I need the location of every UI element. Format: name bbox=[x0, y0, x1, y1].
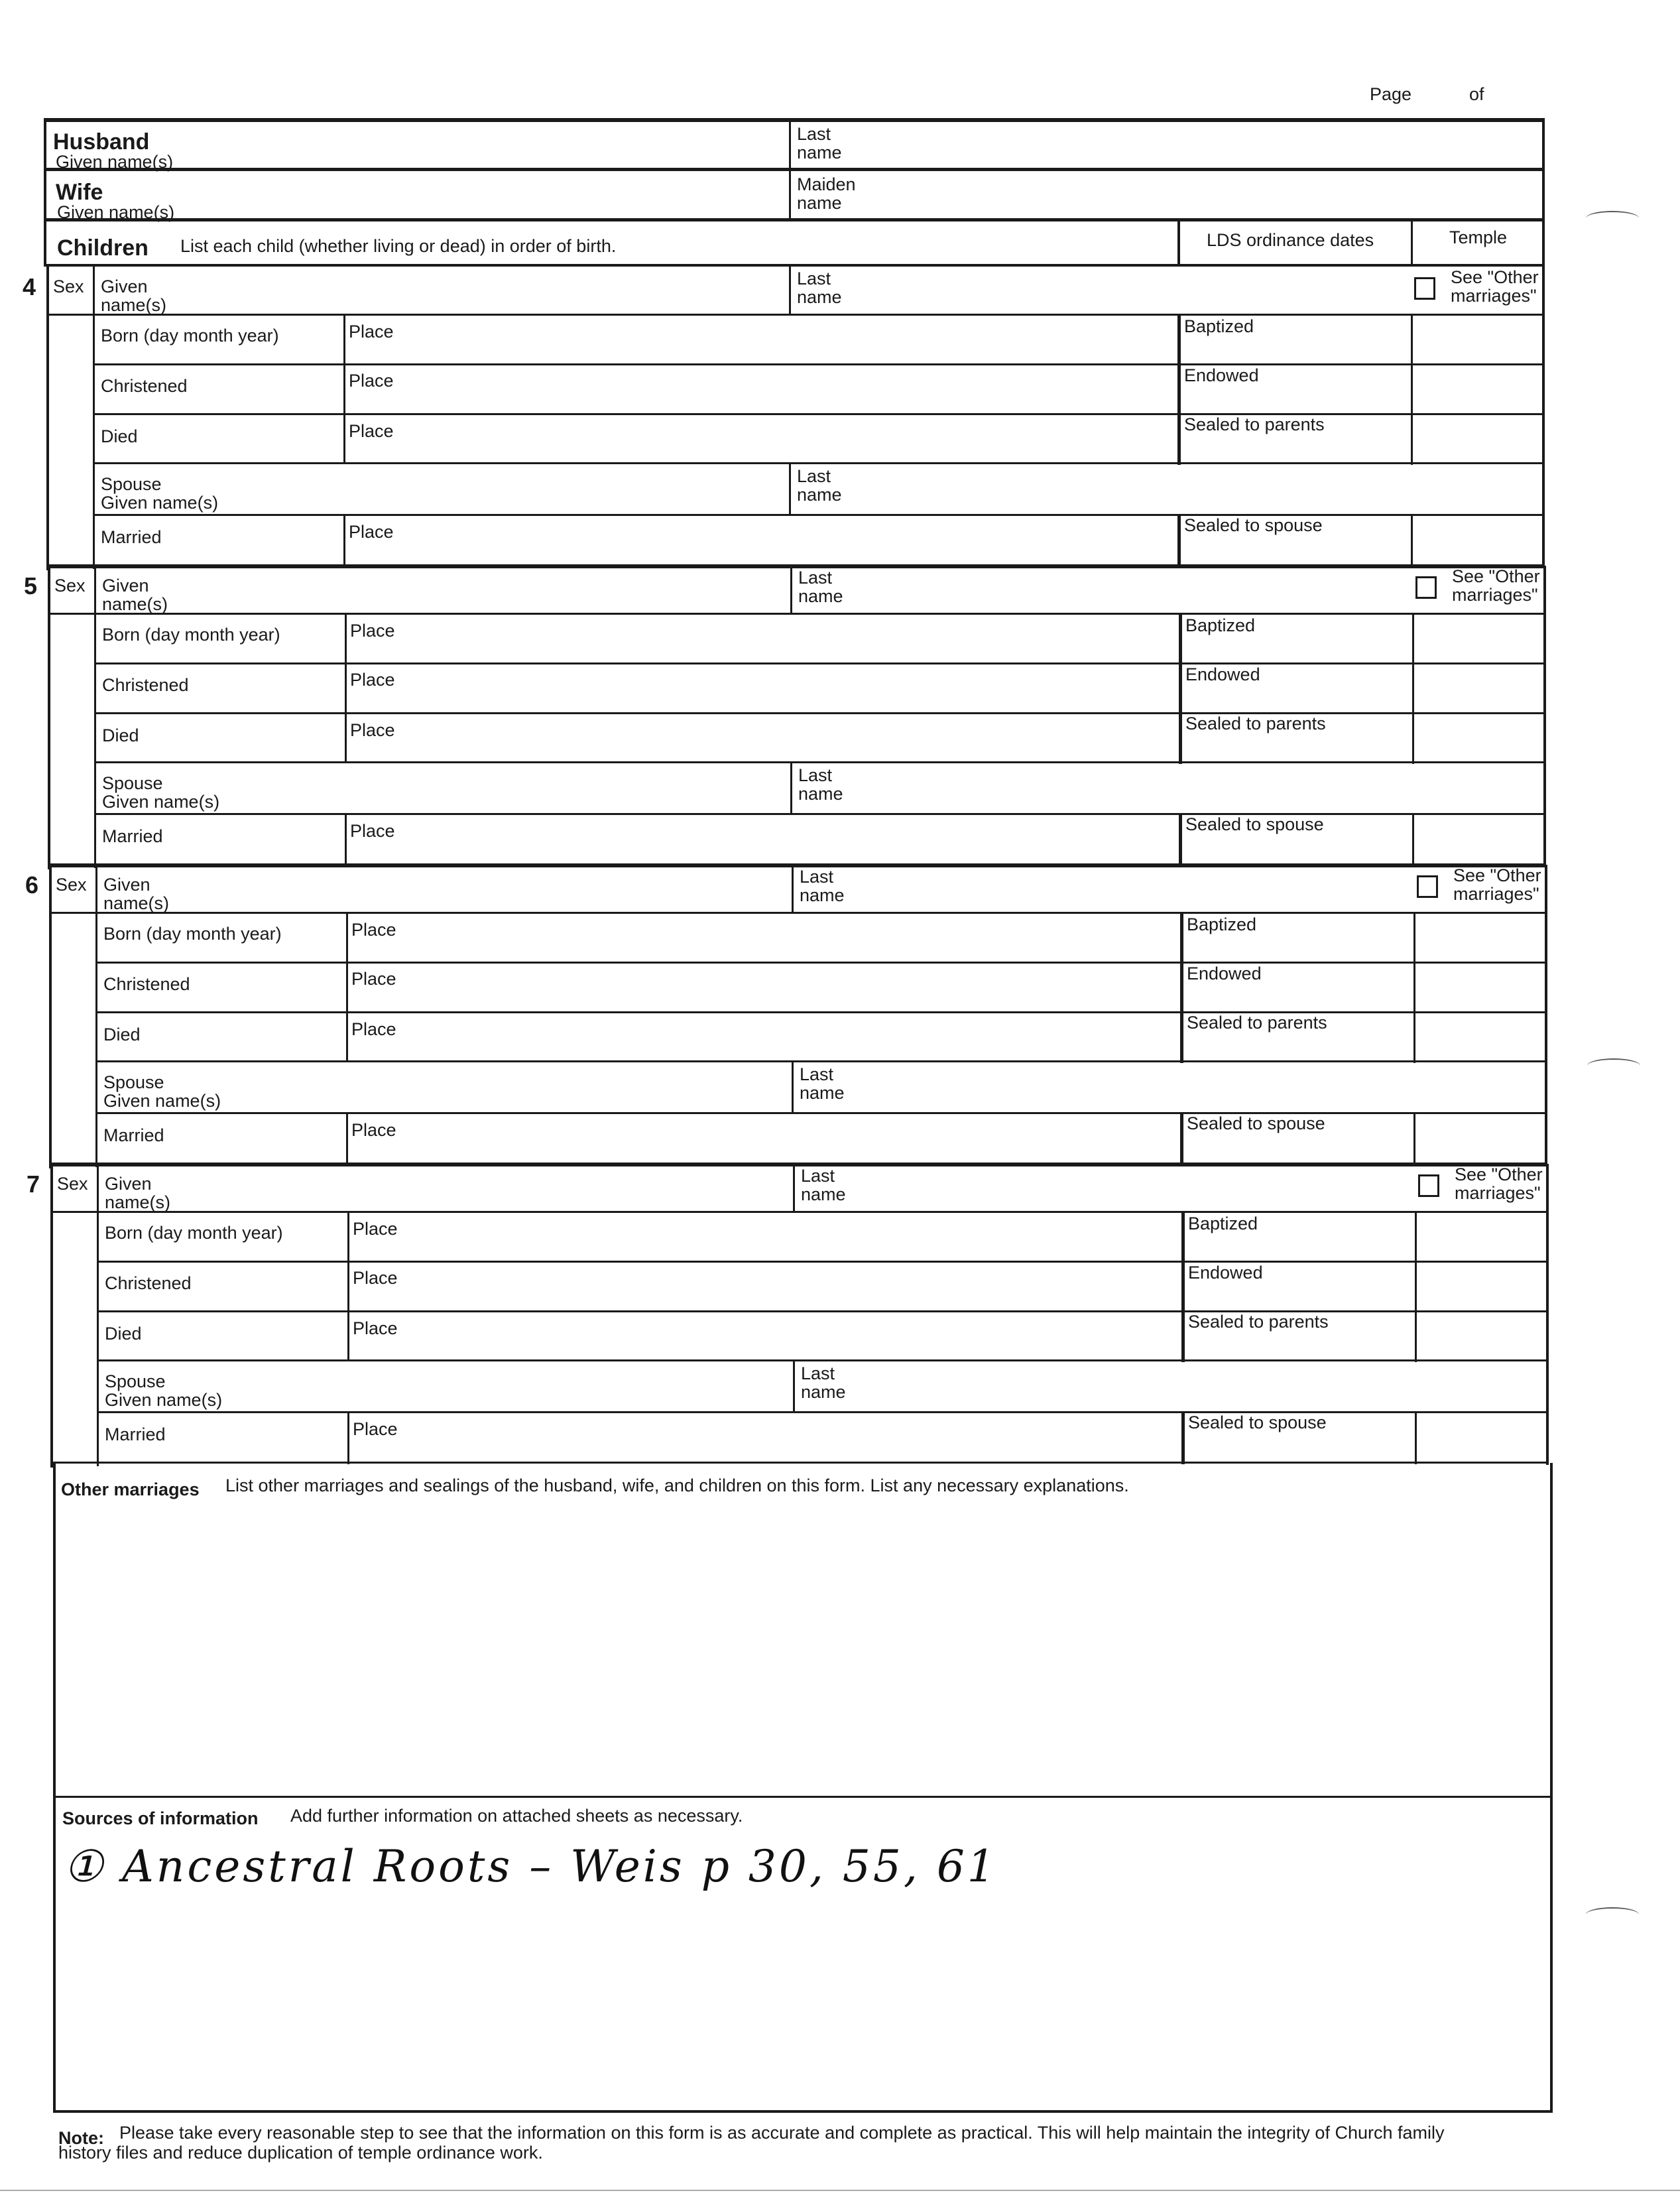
see-other-marriages-label: See "Other bbox=[1451, 267, 1539, 287]
rule bbox=[793, 1164, 795, 1212]
rule bbox=[343, 514, 345, 567]
sex-label: Sex bbox=[53, 277, 84, 296]
see-other-marriages-label: marriages" bbox=[1453, 884, 1539, 904]
spouse-label: Given name(s) bbox=[102, 792, 220, 812]
spouse-label: Spouse bbox=[105, 1371, 166, 1391]
last-name-label: name bbox=[797, 287, 842, 307]
spouse-label: Spouse bbox=[101, 474, 162, 494]
child-block-6 bbox=[3, 863, 1680, 1162]
rule bbox=[95, 865, 97, 1167]
rule bbox=[44, 122, 46, 267]
last-name-label: Last bbox=[801, 1166, 835, 1186]
see-other-marriages-label: marriages" bbox=[1451, 286, 1537, 306]
rule bbox=[93, 413, 1545, 415]
place-label: Place bbox=[353, 1318, 398, 1338]
given-label: Given bbox=[101, 277, 148, 296]
rule bbox=[1177, 514, 1181, 567]
see-other-marriages-label: See "Other bbox=[1453, 865, 1541, 885]
sealed-to-spouse-label: Sealed to spouse bbox=[1187, 1113, 1325, 1133]
last-name-label: Last bbox=[800, 867, 834, 887]
last-name-label: name bbox=[801, 1382, 846, 1402]
husband-title: Husband bbox=[53, 129, 150, 155]
rule bbox=[792, 1060, 794, 1112]
rule bbox=[97, 1310, 1549, 1312]
rule bbox=[53, 1463, 56, 2113]
rule bbox=[49, 314, 94, 316]
place-label: Place bbox=[349, 322, 394, 342]
born-label: Born (day month year) bbox=[105, 1223, 283, 1243]
sources-title: Sources of information bbox=[62, 1808, 259, 1828]
of-label: of bbox=[1469, 84, 1484, 104]
see-other-marriages-label: See "Other bbox=[1452, 566, 1540, 586]
spouse-label: Spouse bbox=[102, 773, 163, 793]
died-label: Died bbox=[105, 1324, 142, 1344]
rule bbox=[347, 1311, 349, 1361]
rule bbox=[50, 1164, 53, 1468]
rule bbox=[346, 1012, 348, 1062]
rule bbox=[1542, 122, 1545, 267]
married-label: Married bbox=[101, 527, 162, 547]
rule bbox=[95, 1112, 1547, 1114]
child-block-7 bbox=[4, 1163, 1680, 1461]
sealed-to-parents-label: Sealed to parents bbox=[1187, 1013, 1327, 1033]
sources-instruction: Add further information on attached sheets as necessary. bbox=[290, 1806, 743, 1826]
rule bbox=[94, 566, 96, 868]
last-name-label: name bbox=[801, 1184, 846, 1204]
rule bbox=[1413, 912, 1415, 1063]
place-label: Place bbox=[351, 969, 396, 989]
rule bbox=[97, 1411, 1549, 1413]
last-name-label: Last bbox=[797, 466, 831, 486]
rule bbox=[1550, 1463, 1553, 2113]
rule bbox=[345, 713, 347, 763]
rule bbox=[347, 1411, 349, 1464]
rule bbox=[44, 118, 1545, 122]
sealed-to-parents-label: Sealed to parents bbox=[1185, 714, 1326, 733]
place-label: Place bbox=[350, 670, 395, 690]
rule bbox=[93, 363, 1545, 365]
other-marriages-instruction: List other marriages and sealings of the husband, wife, and children on this form. List any necessary explanations. bbox=[225, 1476, 1129, 1495]
rule bbox=[53, 2110, 1553, 2113]
baptized-label: Baptized bbox=[1184, 316, 1254, 336]
note-line-1: Please take every reasonable step to see that the information on this form is as accurate and complete as practical. This will help maintain the integrity of Church family bbox=[119, 2123, 1445, 2143]
given-label: name(s) bbox=[105, 1192, 171, 1212]
wife-given-label: Given name(s) bbox=[57, 202, 175, 222]
lds-ordinance-header: LDS ordinance dates bbox=[1207, 230, 1374, 250]
spouse-label: Given name(s) bbox=[105, 1390, 223, 1410]
christened-label: Christened bbox=[101, 376, 188, 396]
rule bbox=[46, 267, 49, 570]
sex-label: Sex bbox=[57, 1174, 88, 1194]
child-number: 7 bbox=[27, 1170, 40, 1198]
last-name-label: name bbox=[798, 784, 843, 804]
rule bbox=[95, 962, 1547, 964]
rule bbox=[50, 1462, 1549, 1464]
rule bbox=[50, 613, 95, 615]
given-label: name(s) bbox=[103, 893, 170, 913]
christened-label: Christened bbox=[103, 974, 190, 994]
rule bbox=[343, 314, 345, 413]
rule bbox=[1542, 267, 1545, 568]
rule bbox=[44, 218, 1545, 221]
other-marriages-checkbox[interactable] bbox=[1418, 1174, 1439, 1197]
rule bbox=[94, 761, 1546, 763]
rule bbox=[1411, 514, 1413, 567]
wife-maiden-label: Maiden bbox=[797, 174, 856, 194]
last-name-label: name bbox=[798, 586, 843, 606]
rule bbox=[1179, 813, 1182, 866]
last-name-label: Last bbox=[800, 1064, 834, 1084]
last-name-label: Last bbox=[798, 765, 833, 785]
place-label: Place bbox=[353, 1268, 398, 1288]
rule bbox=[94, 813, 1546, 815]
married-label: Married bbox=[105, 1424, 166, 1444]
place-label: Place bbox=[351, 1019, 396, 1039]
place-label: Place bbox=[349, 421, 394, 441]
given-label: Given bbox=[102, 576, 149, 596]
other-marriages-checkbox[interactable] bbox=[1415, 576, 1437, 599]
born-label: Born (day month year) bbox=[103, 924, 282, 944]
sex-label: Sex bbox=[54, 576, 86, 596]
rule bbox=[347, 1211, 349, 1310]
husband-given-label: Given name(s) bbox=[56, 152, 174, 172]
other-marriages-checkbox[interactable] bbox=[1414, 277, 1435, 300]
rule bbox=[97, 1359, 1549, 1361]
rule bbox=[1411, 314, 1413, 465]
endowed-label: Endowed bbox=[1187, 964, 1262, 983]
sealed-to-parents-label: Sealed to parents bbox=[1188, 1312, 1329, 1332]
spouse-label: Spouse bbox=[103, 1072, 164, 1092]
married-label: Married bbox=[103, 1125, 164, 1145]
last-name-label: name bbox=[800, 885, 845, 905]
page-label: Page bbox=[1370, 84, 1412, 104]
husband-last-label: Last bbox=[797, 124, 831, 144]
rule bbox=[1179, 613, 1182, 764]
place-label: Place bbox=[349, 371, 394, 391]
rule bbox=[95, 1060, 1547, 1062]
place-label: Place bbox=[350, 720, 395, 740]
children-title: Children bbox=[57, 235, 149, 261]
rule bbox=[343, 414, 345, 464]
child-block-4 bbox=[0, 265, 1680, 564]
note-line-2: history files and reduce duplication of temple ordinance work. bbox=[58, 2143, 543, 2163]
born-label: Born (day month year) bbox=[101, 326, 279, 346]
place-label: Place bbox=[353, 1419, 398, 1439]
spouse-label: Given name(s) bbox=[103, 1091, 221, 1111]
handwritten-source-note: ① Ancestral Roots – Weis p 30, 55, 61 bbox=[64, 1841, 998, 1892]
last-name-label: name bbox=[797, 485, 842, 505]
baptized-label: Baptized bbox=[1185, 615, 1256, 635]
last-name-label: Last bbox=[797, 269, 831, 288]
rule bbox=[792, 865, 794, 912]
rule bbox=[97, 1164, 99, 1466]
place-label: Place bbox=[353, 1219, 398, 1239]
rule bbox=[345, 613, 347, 712]
last-name-label: Last bbox=[798, 568, 833, 588]
christened-label: Christened bbox=[102, 675, 189, 695]
place-label: Place bbox=[349, 522, 394, 542]
endowed-label: Endowed bbox=[1185, 664, 1260, 684]
last-name-label: name bbox=[800, 1083, 845, 1103]
rule bbox=[1180, 1112, 1183, 1165]
rule bbox=[1181, 1411, 1185, 1464]
endowed-label: Endowed bbox=[1188, 1263, 1263, 1283]
died-label: Died bbox=[101, 426, 138, 446]
rule bbox=[1546, 1164, 1549, 1465]
rule bbox=[44, 168, 1545, 171]
died-label: Died bbox=[103, 1025, 141, 1044]
place-label: Place bbox=[351, 1120, 396, 1140]
sealed-to-spouse-label: Sealed to spouse bbox=[1188, 1413, 1327, 1432]
rule bbox=[97, 1261, 1549, 1263]
rule bbox=[53, 1796, 1553, 1798]
husband-last-label: name bbox=[797, 143, 842, 162]
rule bbox=[1180, 912, 1183, 1063]
rule bbox=[789, 462, 791, 514]
rule bbox=[346, 912, 348, 1011]
see-other-marriages-label: marriages" bbox=[1455, 1183, 1541, 1203]
binder-hole-mark bbox=[1587, 1058, 1640, 1073]
see-other-marriages-label: marriages" bbox=[1452, 585, 1538, 605]
binder-hole-mark bbox=[1586, 1907, 1639, 1922]
note-label: Note: bbox=[58, 2128, 104, 2148]
rule bbox=[53, 1211, 98, 1213]
other-marriages-checkbox[interactable] bbox=[1417, 875, 1438, 898]
rule bbox=[346, 1112, 348, 1165]
rule bbox=[1415, 1211, 1417, 1362]
rule bbox=[1412, 613, 1414, 764]
rule bbox=[790, 761, 792, 813]
rule bbox=[94, 613, 1546, 615]
rule bbox=[790, 566, 792, 613]
child-number: 4 bbox=[23, 273, 36, 300]
rule bbox=[93, 514, 1545, 516]
place-label: Place bbox=[350, 621, 395, 641]
child-number: 5 bbox=[24, 572, 38, 599]
rule bbox=[1415, 1411, 1417, 1464]
rule bbox=[93, 462, 1545, 464]
rule bbox=[52, 912, 97, 914]
rule bbox=[95, 1011, 1547, 1013]
temple-header: Temple bbox=[1449, 227, 1508, 247]
sealed-to-parents-label: Sealed to parents bbox=[1184, 414, 1325, 434]
rule bbox=[1181, 1211, 1185, 1362]
child-number: 6 bbox=[25, 871, 39, 899]
rule bbox=[1411, 221, 1413, 267]
rule bbox=[1545, 865, 1547, 1166]
rule bbox=[1177, 221, 1180, 267]
baptized-label: Baptized bbox=[1188, 1214, 1258, 1233]
rule bbox=[94, 712, 1546, 714]
rule bbox=[1177, 314, 1181, 465]
place-label: Place bbox=[351, 920, 396, 940]
sealed-to-spouse-label: Sealed to spouse bbox=[1184, 515, 1323, 535]
rule bbox=[789, 267, 791, 314]
sealed-to-spouse-label: Sealed to spouse bbox=[1185, 814, 1324, 834]
christened-label: Christened bbox=[105, 1273, 192, 1293]
endowed-label: Endowed bbox=[1184, 365, 1259, 385]
married-label: Married bbox=[102, 826, 163, 846]
wife-title: Wife bbox=[56, 180, 103, 205]
born-label: Born (day month year) bbox=[102, 625, 280, 645]
sex-label: Sex bbox=[56, 875, 87, 895]
rule bbox=[1413, 1112, 1415, 1165]
rule bbox=[95, 912, 1547, 914]
rule bbox=[345, 813, 347, 866]
rule bbox=[0, 2190, 1680, 2191]
children-instruction: List each child (whether living or dead) in order of birth. bbox=[180, 236, 617, 256]
given-label: Given bbox=[105, 1174, 152, 1194]
spouse-label: Given name(s) bbox=[101, 493, 219, 513]
child-block-5 bbox=[1, 564, 1680, 863]
rule bbox=[1543, 566, 1546, 867]
rule bbox=[793, 1359, 795, 1411]
rule bbox=[1412, 813, 1414, 866]
baptized-label: Baptized bbox=[1187, 914, 1257, 934]
place-label: Place bbox=[350, 821, 395, 841]
binder-hole-mark bbox=[1586, 211, 1639, 225]
rule bbox=[94, 662, 1546, 664]
rule bbox=[93, 267, 95, 569]
given-label: name(s) bbox=[101, 295, 167, 315]
rule bbox=[97, 1211, 1549, 1213]
wife-maiden-label: name bbox=[797, 193, 842, 213]
given-label: name(s) bbox=[102, 594, 168, 614]
rule bbox=[93, 314, 1545, 316]
given-label: Given bbox=[103, 875, 150, 895]
other-marriages-title: Other marriages bbox=[61, 1479, 200, 1499]
last-name-label: Last bbox=[801, 1363, 835, 1383]
died-label: Died bbox=[102, 725, 139, 745]
rule bbox=[789, 122, 791, 221]
rule bbox=[49, 865, 52, 1168]
see-other-marriages-label: See "Other bbox=[1455, 1164, 1543, 1184]
rule bbox=[48, 566, 50, 869]
